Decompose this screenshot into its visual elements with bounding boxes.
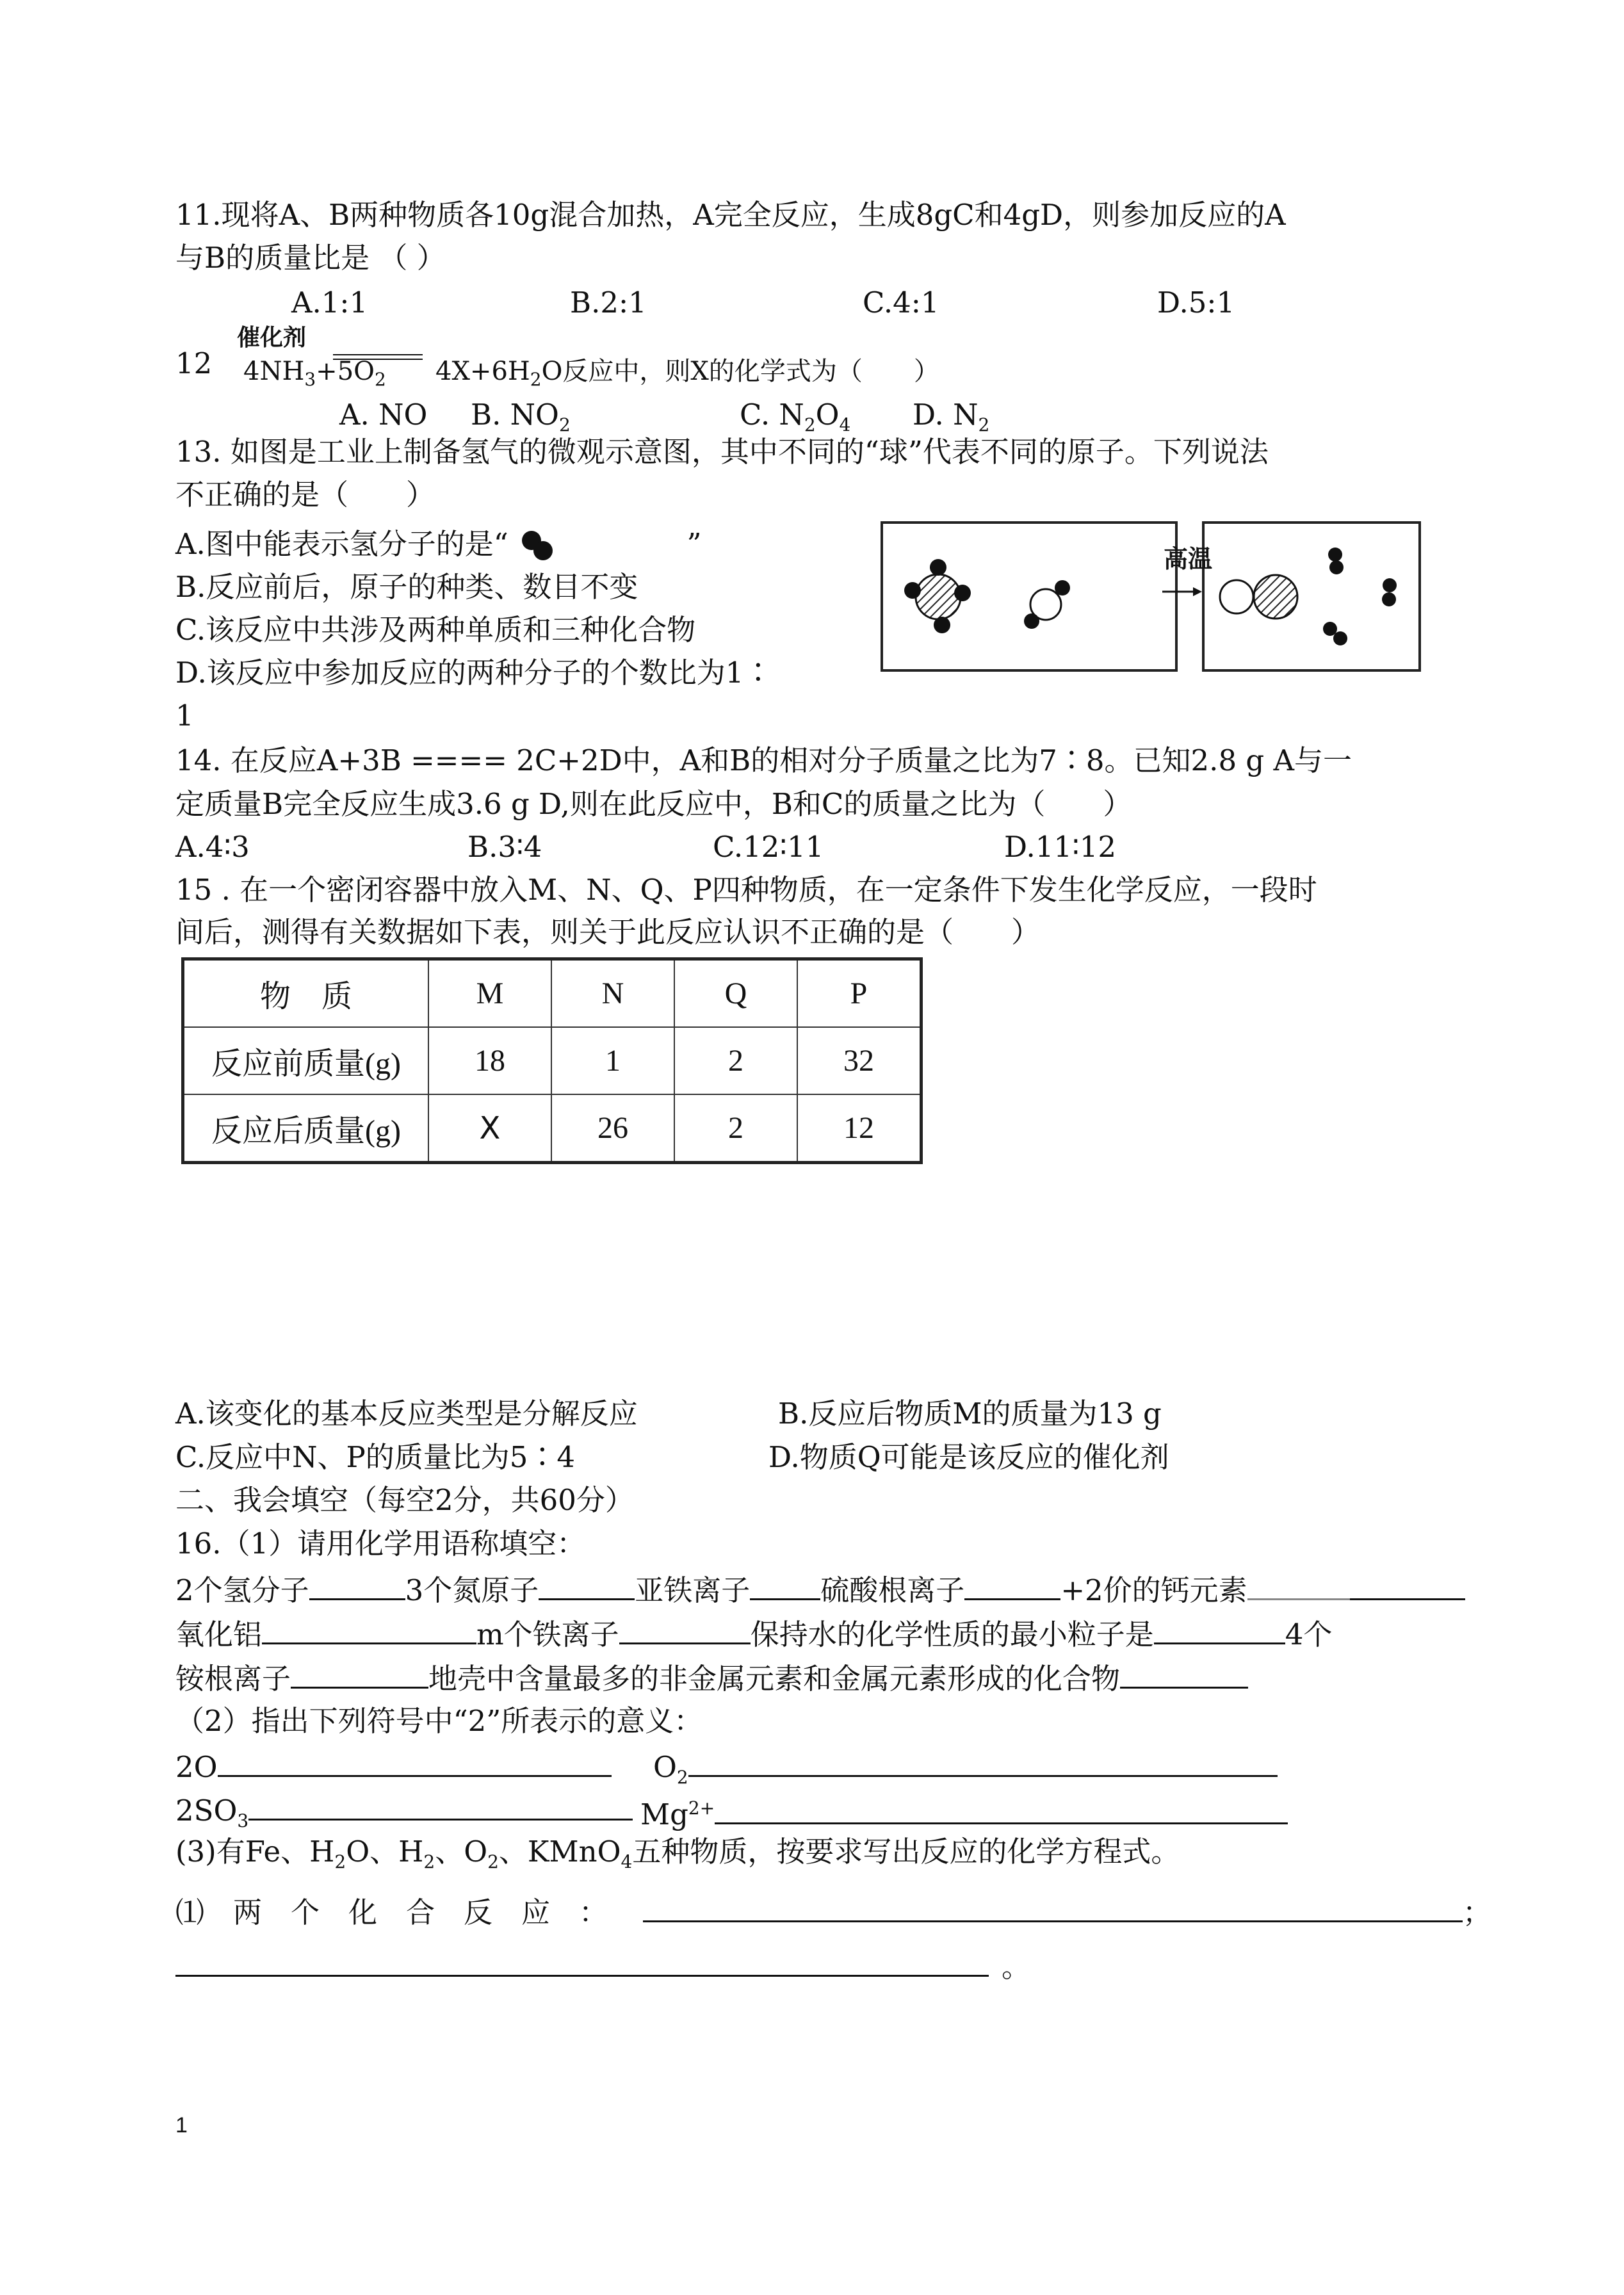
table-cell: 2 — [674, 1094, 797, 1163]
q14-line1: 14. 在反应A+3B ==== 2C+2D中，A和B的相对分子质量之比为7∶8。已知2.8 g A与一 — [175, 743, 1352, 777]
q11-option-c: C.4:1 — [863, 286, 939, 320]
q13-option-b: B.反应前后，原子的种类、数目不变 — [175, 570, 638, 604]
answer-blank[interactable] — [1247, 1570, 1350, 1600]
q14-option-d: D.11∶12 — [1004, 830, 1117, 864]
q16-intro: 16.（1）请用化学用语称填空： — [175, 1527, 586, 1561]
table-cell: 2 — [674, 1027, 797, 1094]
q16-symbol-o2: $O_2$ — [653, 1747, 1278, 1796]
q15-option-d: D.物质Q可能是该反应的催化剂 — [768, 1440, 1169, 1474]
arrow-label-high-temp: 高温 — [1164, 545, 1213, 573]
table-cell: 反应前质量(g) — [183, 1027, 429, 1094]
q13-option-a: A.图中能表示氢分子的是“ ” — [175, 527, 702, 561]
q16-row3: 铵根离子 地壳中含量最多的非金属元素和金属元素形成的化合物 — [175, 1658, 1248, 1697]
answer-blank[interactable] — [1154, 1614, 1285, 1644]
answer-blank[interactable] — [715, 1794, 1288, 1824]
q11-option-d: D.5:1 — [1157, 286, 1235, 320]
q16-item1: ⑴ 两 个 化 合 反 应 ： ； — [175, 1892, 1491, 1931]
q14-option-a: A.4∶3 — [175, 830, 250, 864]
q16-row2: 氧化铝 m个铁离子 保持水的化学性质的最小粒子是 4个 — [175, 1614, 1332, 1653]
q11-line2: 与B的质量比是 （ ） — [175, 241, 446, 275]
q13-option-d: D.该反应中参加反应的两种分子的个数比为1∶ — [175, 656, 773, 690]
q16-symbol-2o: 2O — [175, 1747, 612, 1785]
q15-option-b: B.反应后物质M的质量为13 g — [778, 1397, 1162, 1431]
q12-catalyst-label: 催化剂 — [237, 325, 307, 351]
answer-blank[interactable] — [248, 1790, 633, 1821]
q16-row1: 2个氢分子 3个氮原子 亚铁离子 硫酸根离子 +2价的钙元素 — [175, 1570, 1465, 1609]
q13-option-c: C.该反应中共涉及两种单质和三种化合物 — [175, 613, 696, 647]
page-number: 1 — [175, 2113, 188, 2137]
q15-line2: 间后，测得有关数据如下表，则关于此反应认识不正确的是（ ） — [175, 915, 1041, 949]
q15-option-a: A.该变化的基本反应类型是分解反应 — [175, 1397, 638, 1431]
q15-line1: 15 . 在一个密闭容器中放入M、N、Q、P四种物质，在一定条件下发生化学反应，一段时 — [175, 873, 1317, 907]
reaction-diagram — [881, 521, 1422, 672]
table-cell: 1 — [551, 1027, 674, 1094]
q13-line1: 13. 如图是工业上制备氢气的微观示意图，其中不同的“球”代表不同的原子。下列说法 — [175, 435, 1269, 469]
q11-line1: 11.现将A、B两种物质各10g混合加热，A完全反应，生成8gC和4gD，则参加反应的A — [175, 198, 1286, 232]
q14-line2: 定质量B完全反应生成3.6 g D,则在此反应中，B和C的质量之比为（ ） — [175, 787, 1132, 821]
q11-option-a: A.1:1 — [291, 286, 368, 320]
table-header-cell: M — [428, 959, 551, 1028]
table-header-cell: Q — [674, 959, 797, 1028]
answer-blank[interactable] — [175, 1947, 989, 1977]
q12-number: 12 — [175, 346, 213, 380]
table-row — [183, 1094, 922, 1163]
q16-part3: (3)有Fe、$H_2O$、$H_2$、$O_2$、KMnO$_4$五种物质，按要求写出反应的化学方程式。 — [175, 1835, 1180, 1872]
q16-symbol-mg: $Mg^{2+}$ — [640, 1790, 1288, 1833]
q12-equation-left: $4NH_3+5O_2$ — [243, 357, 386, 390]
section-heading: 二、我会填空（每空2分，共60分） — [175, 1483, 634, 1517]
table-cell: X — [428, 1094, 551, 1163]
table-header-cell: 物 质 — [183, 959, 429, 1028]
q13-option-d-cont: 1 — [175, 699, 194, 733]
table-cell: 18 — [428, 1027, 551, 1094]
q13-line2: 不正确的是（ ） — [175, 478, 435, 512]
q16-part2: （2）指出下列符号中“2”所表示的意义： — [175, 1704, 703, 1738]
answer-blank[interactable] — [1120, 1658, 1248, 1689]
answer-blank[interactable] — [688, 1747, 1278, 1777]
q15-option-c: C.反应中N、P的质量比为5∶4 — [175, 1440, 576, 1474]
answer-blank[interactable] — [539, 1570, 635, 1600]
answer-blank[interactable] — [262, 1614, 476, 1644]
q12-equation-right: $4X+6H_2O$反应中，则X的化学式为（ ） — [435, 357, 939, 390]
answer-blank[interactable] — [309, 1570, 405, 1600]
q14-option-c: C.12∶11 — [713, 830, 824, 864]
q12-option-a: A. NO — [339, 398, 428, 432]
q12-option-d: D. $N_2$ — [913, 398, 990, 435]
hydrogen-molecule-icon — [517, 526, 678, 562]
q14-option-b: B.3∶4 — [467, 830, 542, 864]
table-cell: 12 — [797, 1094, 922, 1163]
answer-blank[interactable] — [750, 1570, 820, 1600]
q16-symbol-2so3: $2SO_3$ — [175, 1790, 633, 1839]
q16-item1-cont: 。 — [175, 1947, 1030, 1985]
table-header-cell: P — [797, 959, 922, 1028]
table-cell: 26 — [551, 1094, 674, 1163]
table-header-cell: N — [551, 959, 674, 1028]
table-cell: 反应后质量(g) — [183, 1094, 429, 1163]
data-table — [181, 957, 923, 1164]
answer-blank[interactable] — [218, 1747, 612, 1777]
q11-option-b: B.2:1 — [570, 286, 647, 320]
table-row — [183, 1027, 922, 1094]
answer-blank[interactable] — [619, 1614, 751, 1644]
answer-blank[interactable] — [1350, 1570, 1465, 1600]
q12-option-b: B. $NO_2$ — [471, 398, 571, 435]
q12-option-c: C. $N_2O_4$ — [740, 398, 851, 435]
table-cell: 32 — [797, 1027, 922, 1094]
answer-blank[interactable] — [291, 1658, 428, 1689]
table-header-row — [183, 959, 922, 1028]
answer-blank[interactable] — [964, 1570, 1060, 1600]
answer-blank[interactable] — [643, 1892, 1463, 1922]
